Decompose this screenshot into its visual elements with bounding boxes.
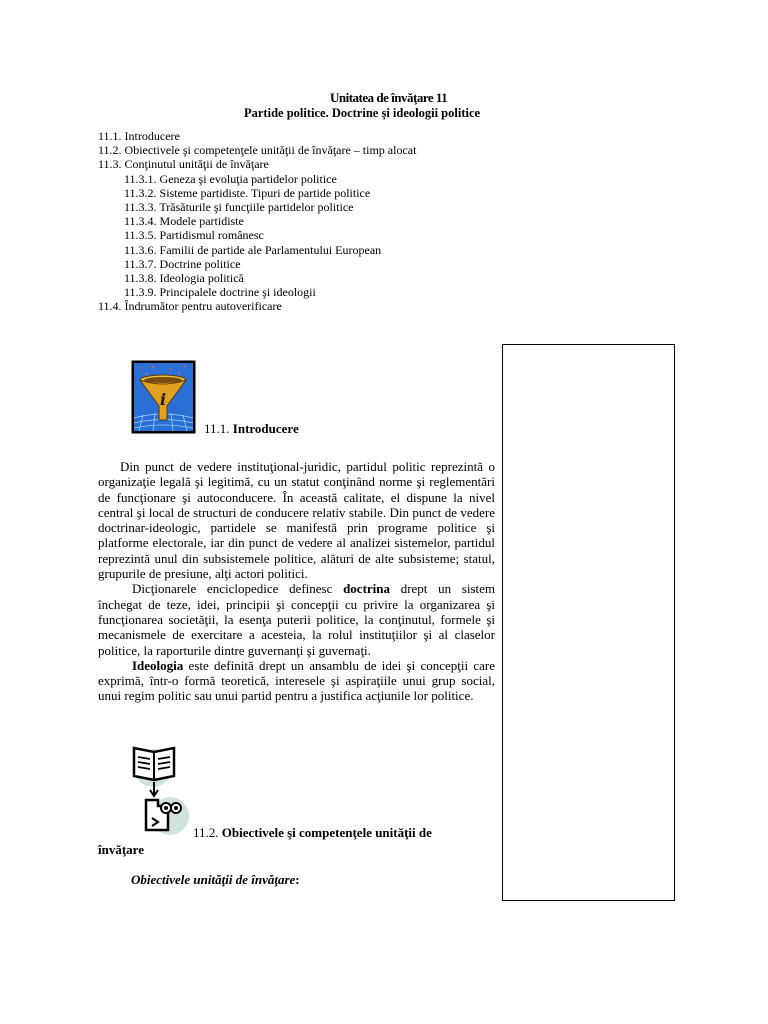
- toc-item: 11.1. Introducere: [98, 129, 180, 143]
- section-title: Obiectivele şi competenţele unităţii de: [221, 825, 432, 840]
- margin-notes-box: [502, 344, 675, 901]
- toc-item: 11.3.1. Geneza şi evoluţia partidelor politice: [124, 171, 337, 186]
- toc-item: 11.3.6. Familii de partide ale Parlamentului European: [124, 242, 382, 257]
- paragraph: Din punct de vedere instituţional-juridic, partidul politic reprezintă o organizaţie legală şi legitimă, cu un statut conţinând norme şi reglementări de funcţionare şi autoconducere. În această calitate, el dispune la nivel central şi local de structuri de conducere relativ stabile. Din punct de vedere doctrinar-ideologic, partidele se manifestă prin programe politice şi platforme electorale, iar din punct de vedere al analizei sistemelor, partidul reprezintă unul din subsistemele politice, alături de alte subsisteme; statul, grupurile de presiune, alţi actori politici.: [98, 459, 495, 582]
- objectives-subheading: Obiectivele unităţii de învăţare:: [131, 872, 300, 887]
- toc-item: 11.2. Obiectivele şi competenţele unităţii de învăţare – timp alocat: [98, 143, 417, 158]
- section-number: 11.1.: [204, 421, 233, 436]
- toc-item: 11.3.2. Sisteme partidiste. Tipuri de partide politice: [124, 185, 371, 200]
- toc-item: 11.3.5. Partidismul românesc: [124, 228, 264, 243]
- body-text: [98, 459, 495, 704]
- paragraph: Dicţionarele enciclopedice definesc doctrina drept un sistem închegat de teze, idei, principii şi concepţii cu privire la organizarea şi funcţionarea societăţii, la esenţa puterii politice, la conţinutul, formele şi mecanismele de exercitare a acesteia, la rolul instituţiilor şi al claselor politice, la raporturile dintre guvernanţi şi guvernaţi.: [98, 581, 495, 658]
- toc-item: 11.3.9. Principalele doctrine şi ideologii: [124, 285, 316, 300]
- section-heading-obiectivele: [193, 825, 432, 841]
- toc-item: 11.3. Conţinutul unităţii de învăţare: [98, 157, 269, 172]
- term-ideologia: Ideologia: [132, 657, 184, 673]
- toc-item: 11.3.8. Ideologia politică: [124, 271, 244, 286]
- section-title: Introducere: [232, 421, 299, 436]
- unit-title: Unitatea de învăţare 11: [330, 90, 448, 105]
- section-title-continued: învăţare: [98, 842, 144, 857]
- funnel-info-icon: [131, 360, 196, 434]
- section-number: 11.2.: [193, 825, 222, 840]
- table-of-contents: [98, 129, 416, 314]
- toc-item: 11.3.7. Doctrine politice: [124, 256, 241, 271]
- book-target-icon: [128, 742, 192, 838]
- toc-item: 11.4. Îndrumător pentru autoverificare: [98, 299, 282, 314]
- section-heading-introducere: [204, 421, 299, 437]
- toc-item: 11.3.4. Modele partidiste: [124, 214, 244, 229]
- svg-text:i: i: [159, 390, 167, 409]
- term-doctrina: doctrina: [343, 581, 391, 597]
- unit-subtitle: Partide politice. Doctrine şi ideologii politice: [244, 106, 481, 120]
- paragraph: Ideologia este definită drept un ansamblu de idei şi concepţii care exprimă, într-o formă teoretică, interesele şi aspiraţiile unui grup social, unui regim politic sau unui partid pentru a justifica acţiunile lor politice.: [98, 657, 495, 704]
- toc-item: 11.3.3. Trăsăturile şi funcţiile partidelor politice: [124, 200, 354, 215]
